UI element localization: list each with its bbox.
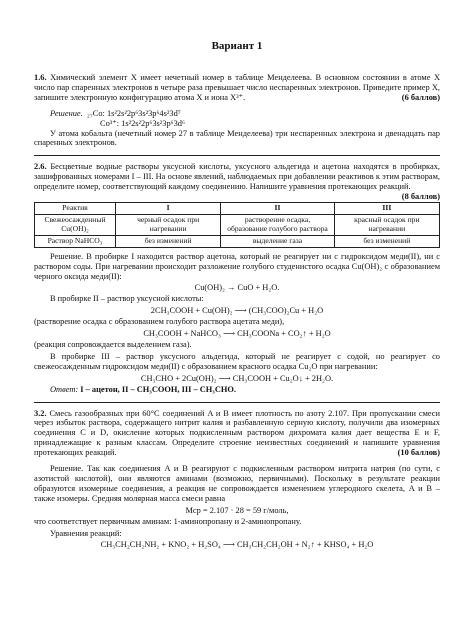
divider — [34, 402, 440, 403]
table-header: III — [334, 202, 439, 214]
equation: CH₃CHO + 2Cu(OH)₂ ⟶ CH₃COOH + Cu₂O↓ + 2H₂O. — [140, 373, 334, 383]
problem-number: 3.2. — [34, 408, 47, 418]
table-row — [35, 235, 440, 247]
solution-block — [34, 109, 440, 129]
solution-text: В пробирке III – раствор уксусного альдегида, который не реагирует с содой, но реагирует со свежеосажденным гидроксидом меди(II) с образованием красного осадка Cu₂O при нагревании: — [34, 351, 440, 371]
problem-score: (6 баллов) — [401, 92, 440, 102]
table-cell: выделение газа — [221, 235, 334, 247]
solution-text: В пробирке II – раствор уксусной кислоты: — [50, 294, 204, 304]
equation: 2CH₃COOH + Cu(OH)₂ ⟶ (CH₃COO)₂Cu + H₂O — [150, 306, 324, 316]
table-header-row — [35, 202, 440, 214]
solution-text: что соответствует первичным аминам: 1-аминопропану и 2-аминопропану. — [34, 516, 302, 526]
solution-text: (реакция сопровождается выделением газа). — [34, 340, 192, 349]
equation: Cu(OH)₂ → CuO + H₂O. — [194, 283, 280, 293]
problem-score: (8 баллов) — [401, 192, 440, 202]
table-cell: растворение осадка, образование голубого раствора — [221, 214, 334, 235]
electron-config-co3: Co³⁺: 1s²2s²2p⁶3s²3p⁶3d⁶ — [100, 118, 185, 128]
problem-score: (10 баллов) — [397, 448, 440, 458]
problem-text: Бесцветные водные растворы уксусной кислоты, уксусного альдегида и ацетона находятся в пробирках, зашифрованных номерами I – III. На основе явлений, наблюдаемых при добавлении реактивов к этим растворам, определите номер, соответствующий каждому соединению. Напишите уравнения протекающих реакций. — [34, 162, 440, 192]
problem-3-2 — [34, 409, 440, 551]
table-cell: красный осадок при нагревании — [334, 214, 439, 235]
solution-text: Решение. В пробирке I находится раствор ацетона, который не реагирует ни с гидроксидом меди(II), ни с раствором соды. При нагревании происходит разложение голубого студенистого осадка Cu(OH)₂ с образованием черного оксида меди(II): — [34, 251, 440, 281]
problem-1-6 — [34, 73, 440, 148]
problem-text: Смесь газообразных при 60°C соединений A и B имеет плотность по азоту 2.107. При пропускании смеси через избыток раствора, содержащего нитрит калия и разбавленную серную кислоту, получили два изомерных соединения C и D, окисление которых подкисленным раствором дихромата калия дает вещества E и F, принадлежащие к разным классам. Определите строение неизвестных соединений и напишите уравнения протекающих реакций. — [34, 408, 440, 458]
page-title: Вариант 1 — [211, 40, 263, 52]
table-cell: Свежеосажденный Cu(OH)₂ — [35, 214, 116, 235]
equation: CH₃COOH + NaHCO₃ ⟶ CH₃COONa + CO₂↑ + H₂O — [143, 329, 331, 339]
answer-text: I – ацетон, II – CH₃COOH, III – CH₃CHO. — [80, 384, 236, 394]
solution-label: Решение. — [50, 108, 83, 118]
problem-number: 2.6. — [34, 162, 47, 172]
electron-config-co: ₂₇Co: 1s²2s²2p⁶3s²3p⁶4s²3d⁷ — [86, 108, 181, 118]
solution-text: У атома кобальта (нечетный номер 27 в таблице Менделеева) три неспаренных электрона и двенадцать пар спаренных электронов. — [34, 128, 440, 148]
problem-number: 1.6. — [34, 72, 47, 82]
table-cell: Раствор NaHCO₃ — [35, 235, 116, 247]
table-header: I — [116, 202, 221, 214]
divider — [34, 155, 440, 156]
table-cell: черный осадок при нагревании — [116, 214, 221, 235]
solution-text: Решение. Так как соединения A и B реагируют с подкисленным раствором нитрита натрия (по сути, с азотистой кислотой), они являются аминами (возможно, первичными). Поскольку в результате реакции образуются изомерные соединения, а реакция не сопровождается изменением углеродного скелета, A и B – также изомеры. Средняя молярная масса смеси равна — [34, 464, 440, 503]
solution-text: (растворение осадка с образованием голубого раствора ацетата меди), — [34, 317, 285, 327]
table-row — [35, 214, 440, 235]
solution-text: Уравнения реакций: — [50, 528, 122, 538]
equation: CH₃CH₂CH₂NH₂ + KNO₂ + H₂SO₄ ⟶ CH₃CH₂CH₂OH + N₂↑ + KHSO₄ + H₂O — [100, 540, 374, 550]
equation: Mср = 2.107 · 28 = 59 г/моль, — [185, 505, 289, 515]
answer-label: Ответ: — [50, 384, 79, 394]
table-header: II — [221, 202, 334, 214]
problem-2-6 — [34, 162, 440, 394]
problem-text: Химический элемент X имеет нечетный номер в таблице Менделеева. В основном состоянии в атоме X число пар спаренных электронов в четыре раза превышает число неспаренных электронов. Приведите пример X, запишите электронную конфигурацию атома X и иона X³⁺. — [34, 72, 441, 102]
table-cell: без изменений — [334, 235, 439, 247]
table-cell: без изменений — [116, 235, 221, 247]
table-header: Реактив — [35, 202, 116, 214]
reagents-table — [34, 202, 440, 248]
